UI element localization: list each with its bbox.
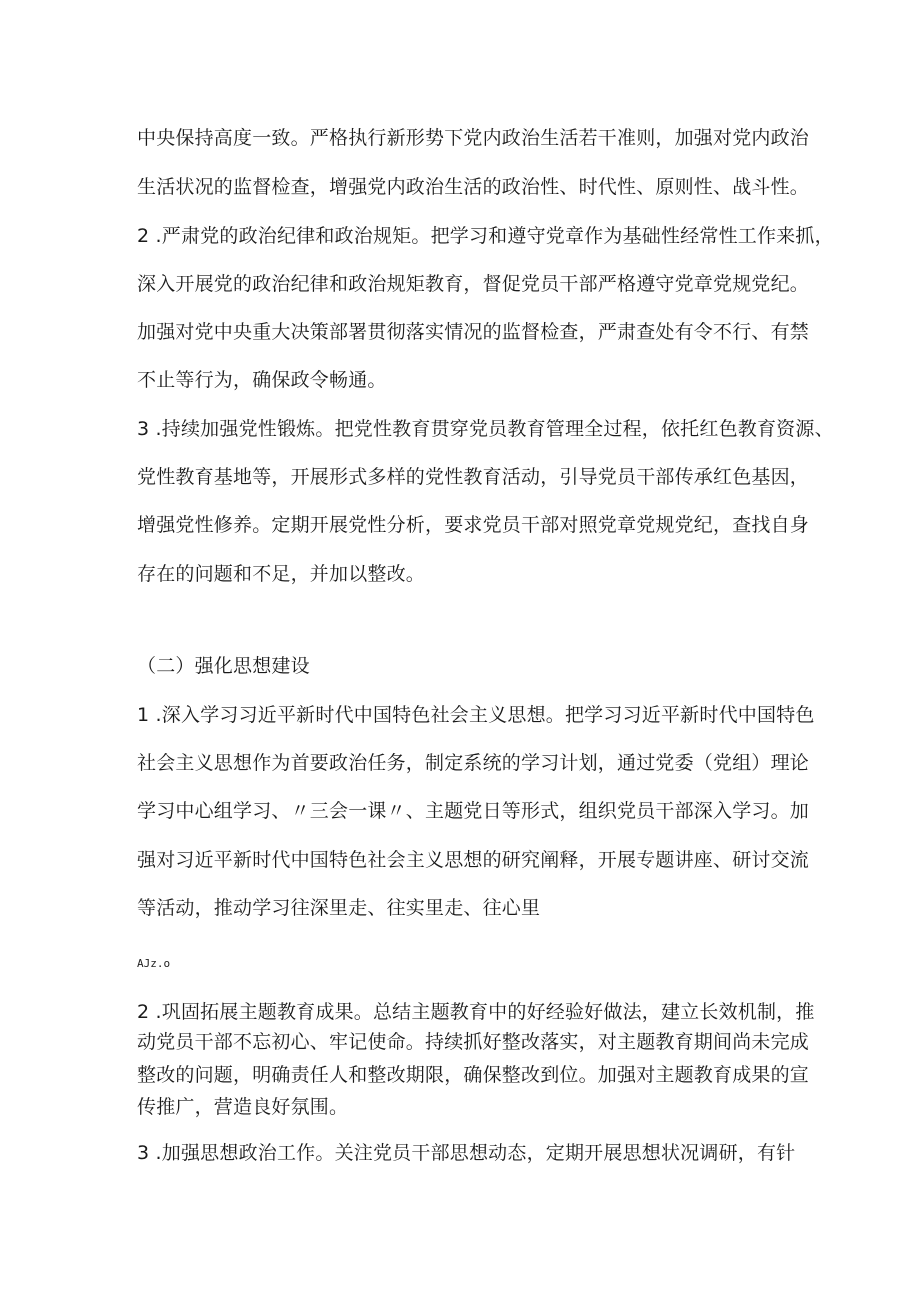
text-line: 深入开展党的政治纪律和政治规矩教育，督促党员干部严格遵守党章党规党纪。: [137, 273, 810, 295]
text-line: 2 .严肃党的政治纪律和政治规矩。把学习和遵守党章作为基础性经常性工作来抓，: [137, 225, 834, 247]
section-heading: （二）强化思想建设: [137, 655, 310, 677]
text-line: 传推广，营造良好氛围。: [137, 1096, 349, 1118]
text-line: 中央保持高度一致。严格执行新形势下党内政治生活若干准则，加强对党内政治: [137, 127, 810, 149]
text-line: 整改的问题，明确责任人和整改期限，确保整改到位。加强对主题教育成果的宣: [137, 1064, 810, 1086]
text-line: 强对习近平新时代中国特色社会主义思想的研究阐释，开展专题讲座、研讨交流: [137, 849, 810, 871]
text-line: 等活动，推动学习往深里走、往实里走、往心里: [137, 897, 541, 919]
text-line: 党性教育基地等，开展形式多样的党性教育活动，引导党员干部传承红色基因，: [137, 466, 810, 488]
stray-text: AJz.o: [137, 957, 171, 970]
text-line: 存在的问题和不足，并加以整改。: [137, 563, 426, 585]
text-line: 动党员干部不忘初心、牢记使命。持续抓好整改落实，对主题教育期间尚未完成: [137, 1031, 810, 1053]
text-line: 2 .巩固拓展主题教育成果。总结主题教育中的好经验好做法，建立长效机制，推: [137, 1001, 815, 1023]
text-line: 增强党性修养。定期开展党性分析，要求党员干部对照党章党规党纪，查找自身: [137, 514, 810, 536]
text-line: 3 .持续加强党性锻炼。把党性教育贯穿党员教育管理全过程，依托红色教育资源、: [137, 418, 834, 440]
text-line: 不止等行为，确保政令畅通。: [137, 369, 387, 391]
text-line: 1 .深入学习习近平新时代中国特色社会主义思想。把学习习近平新时代中国特色: [137, 704, 815, 726]
text-line: 3 .加强思想政治工作。关注党员干部思想动态，定期开展思想状况调研，有针: [137, 1142, 796, 1164]
text-line: 学习中心组学习、〃三会一课〃、主题党日等形式，组织党员干部深入学习。加: [137, 800, 810, 822]
text-line: 社会主义思想作为首要政治任务，制定系统的学习计划，通过党委（党组）理论: [137, 752, 810, 774]
text-line: 生活状况的监督检查，增强党内政治生活的政治性、时代性、原则性、战斗性。: [137, 176, 810, 198]
text-line: 加强对党中央重大决策部署贯彻落实情况的监督检查，严肃查处有令不行、有禁: [137, 321, 810, 343]
